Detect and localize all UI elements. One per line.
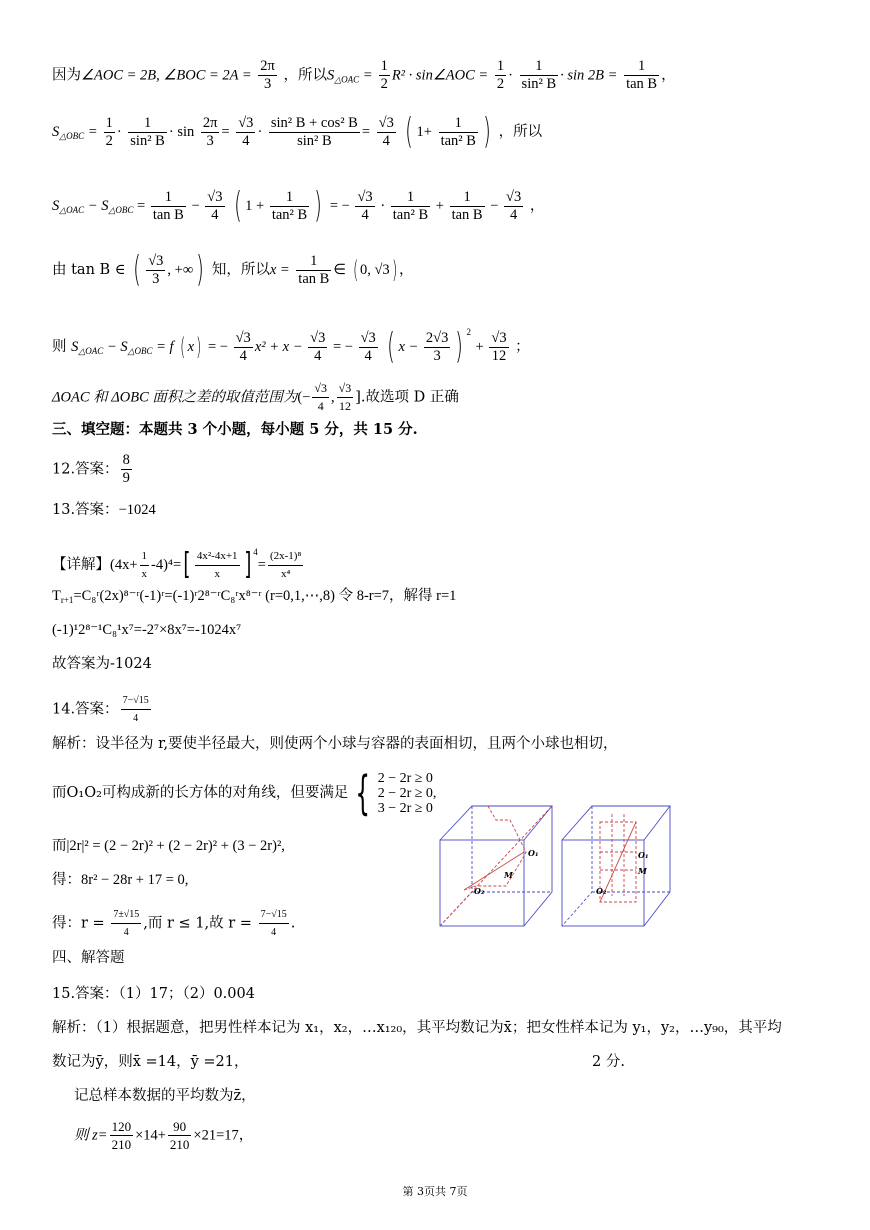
equation-2r: 而|2r|² = (2 − 2r)² + (2 − 2r)² + (3 − 2r)², (52, 838, 285, 854)
page-footer: 第 3页共 7页 (402, 1185, 468, 1198)
answer-13-conclusion: 故答案为-1024 (52, 656, 152, 672)
label-m-right: M (638, 866, 647, 876)
section-4-heading: 四、解答题 (52, 950, 125, 966)
label-o1: O₁ (528, 848, 539, 858)
score-note: 2 分. (592, 1054, 625, 1070)
derivation-line-4: 由 tan B ∈ ( $\frac{√3}{3}$ , +∞) 知，所以x = $\frac{1}{\text{tan B}}$ ∈ ( 0, √3) ， (52, 249, 414, 290)
answer-13: 13.答案：−1024 (52, 502, 156, 518)
derivation-line-1: 因为∠AOC = 2B, ∠BOC = 2A = $\frac{2\pi}{3}$ ，所以$S_{\triangle OAC}$ = $\frac{1}{2}$ R² · sin∠AOC = $\frac{1}{2}$ · $\frac{1}{\text{sin² B}}$ · sin 2B = $\frac{1}{\text{tan B}}$ ， (52, 58, 676, 92)
range-conclusion: ΔOAC 和 ΔOBC 面积之差的取值范围为(− $\frac{√3}{4}$ , $\frac{√3}{12}$ ].故选项 D 正确 (52, 381, 459, 413)
answer-15: 15.答案：（1）17；（2）0.004 (52, 986, 255, 1002)
term-computation: (-1)¹2⁸⁻¹C₈¹x⁷=-2⁷×8x⁷=-1024x⁷ (52, 622, 242, 638)
analysis-15-line-2: 数记为ȳ，则x̄ =14，ȳ =21， (52, 1054, 249, 1070)
general-term: $T_{r+1}=C_8ʳ(2x)^{8-}ʳ(-1)ʳ=(-1)ʳ2^{8-}ʳC_8ʳx^{8-}ʳ$ (r=0,1,⋯,8) 令 8-r=7，解得 r=1 (52, 588, 457, 605)
label-o1-right: O₁ (638, 850, 649, 860)
diagonal-condition: 而O₁O₂可构成新的长方体的对角线，但要满足 { 2 − 2r ≥ 0 2 − 2r ≥ 0, 3 − 2r ≥ 0 (52, 766, 437, 820)
analysis-14: 解析：设半径为 r,要使半径最大，则使两个小球与容器的表面相切，且两个小球也相切， (52, 736, 618, 752)
label-m: M (504, 870, 513, 880)
label-o2: O₂ (474, 886, 485, 896)
right-cube (562, 806, 670, 926)
answer-14: 14.答案： $\frac{7-√15}{4}$ (52, 692, 153, 727)
equation-solution: 得：r = $\frac{7\pm√15}{4}$ ,而 r ≤ 1,故 r = $\frac{7-√15}{4}$ . (52, 906, 295, 941)
derivation-line-3: $S_{\triangle OAC} - S_{\triangle OBC}$ = $\frac{1}{\text{tan B}}$ − $\frac{√3}{4}$ ( 1 + $\frac{1}{\text{tan² B}}$ ) = − $\frac{√3}{4}$ · $\frac{1}{\text{tan² B}}$ + $\frac{1}{\text{tan B}}$ − $\frac{√3}{4}$ ， (52, 185, 545, 226)
label-o2-right: O₂ (596, 886, 607, 896)
analysis-15-line-1: 解析：（1）根据题意，把男性样本记为 x₁，x₂，…x₁₂₀，其平均数记为x̄；把女性样本记为 y₁，y₂，…y₉₀，其平均 (52, 1020, 782, 1036)
derivation-line-2: $S_{\triangle OBC}$ = $\frac{1}{2}$ · $\frac{1}{\text{sin² B}}$ · sin $\frac{2\pi}{3}$ = $\frac{√3}{4}$ · $\frac{\text{sin² B + cos² B}}{\text{sin² B}}$ = $\frac{√3}{4}$ ( 1+ $\frac{1}{\text{tan² B}}$ ) ，所以 (52, 111, 543, 152)
equation-quadratic: 得：8r² − 28r + 17 = 0, (52, 872, 189, 888)
derivation-line-5: 则 $S_{\triangle OAC} - S_{\triangle OBC} = f$ ( x) = − $\frac{√3}{4}$ x² + x − $\frac{√3}{4}$ = − $\frac{√3}{4}$ ( x − $\frac{2√3}{3}$ ) $^2$ + $\frac{√3}{12}$ ； (52, 326, 530, 367)
analysis-15-line-3: 记总样本数据的平均数为z̄， (74, 1088, 256, 1104)
answer-12: 12.答案： $\frac{8}{9}$ (52, 452, 130, 486)
cube-figure (436, 800, 672, 932)
detail-expansion: 【详解】(4x+ $\frac{1}{x}$ -4)⁴=[ $\frac{\text{4x²-4x+1}}{x}$ ] $^4$= $\frac{\text{(2x-1)⁸}}{\text{x⁴}}$ (52, 547, 302, 582)
section-3-heading: 三、填空题：本题共 3 个小题，每小题 5 分，共 15 分. (52, 421, 418, 438)
analysis-15-line-4: 则 z= $\frac{120}{210}$ ×14+ $\frac{90}{210}$ ×21=17， (74, 1119, 254, 1152)
left-cube (440, 806, 552, 926)
